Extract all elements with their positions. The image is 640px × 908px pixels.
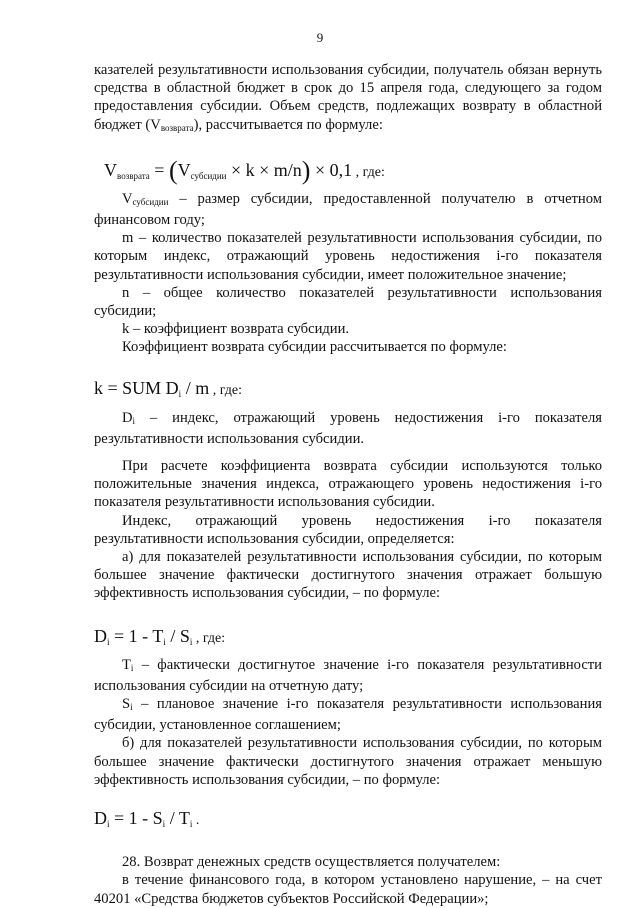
- page-number: 9: [316, 30, 324, 45]
- def-ti: $T_i$ – фактически достигнутое значение i-го показателя результативности использования субсидии на отчетную дату;: [94, 656, 602, 694]
- paragraph-calc: При расчете коэффициента возврата субсидии используются только положительные значения индекса, отражающего уровень недостижения i-го показателя результативности использования субсидии.: [94, 458, 602, 511]
- formula-di-a: $D_i = 1 - T_i / S_i$ , где:: [94, 625, 226, 647]
- def-n: n – общее количество показателей результативности использования субсидии;: [94, 284, 602, 320]
- def-m: m – количество показателей результативности использования субсидии, по которым индекс, отражающий уровень недостижения i-го показателя результативности использования субсидии, имеет положительное значение;: [94, 230, 602, 283]
- k-intro: Коэффициент возврата субсидии рассчитывается по формуле:: [122, 339, 507, 356]
- paragraph-year: в течение финансового года, в котором установлено нарушение, – на счет 40201 «Средства бюджетов субъектов Российской Федерации»;: [94, 872, 602, 907]
- document-body: [94, 61, 602, 908]
- def-v-subsidy: $V_{субсидии}$ – размер субсидии, предоставленной получателю в отчетном финансовом году;: [94, 190, 602, 229]
- formula-di-b: $D_i = 1 - S_i / T_i$ .: [94, 808, 200, 830]
- formula-return-volume: $V_{возврата} = (V_{субсидии} \times k \times m/n) \times 0,1$ , где:: [104, 155, 385, 185]
- formula-k: k = SUM $D_i$ / m , где:: [94, 377, 242, 399]
- paragraph-intro: казателей результативности использования субсидии, получатель обязан вернуть средства в областной бюджет в срок до 15 апреля года, следующего за годом предоставления субсидии. Объем средств, подлежащих возврату в областной бюджет $(V_{возврата})$, рассчитывается по формуле:: [94, 62, 602, 133]
- paragraph-b: б) для показателей результативности использования субсидии, по которым большее значение фактически достигнутого значения отражает меньшую эффективность использования субсидии, – по формуле:: [94, 735, 602, 788]
- paragraph-28: 28. Возврат денежных средств осуществляется получателем:: [122, 854, 501, 871]
- paragraph-index: Индекс, отражающий уровень недостижения i-го показателя результативности использования субсидии, определяется:: [94, 512, 602, 547]
- def-k: k – коэффициент возврата субсидии.: [122, 321, 350, 338]
- def-di: $D_i$ – индекс, отражающий уровень недостижения i-го показателя результативности использования субсидии.: [94, 409, 602, 447]
- paragraph-a: а) для показателей результативности использования субсидии, по которым большее значение фактически достигнутого значения отражает большую эффективность использования субсидии, – по формуле:: [94, 549, 602, 602]
- def-si: $S_i$ – плановое значение i-го показателя результативности использования субсидии, установленное соглашением;: [94, 696, 602, 734]
